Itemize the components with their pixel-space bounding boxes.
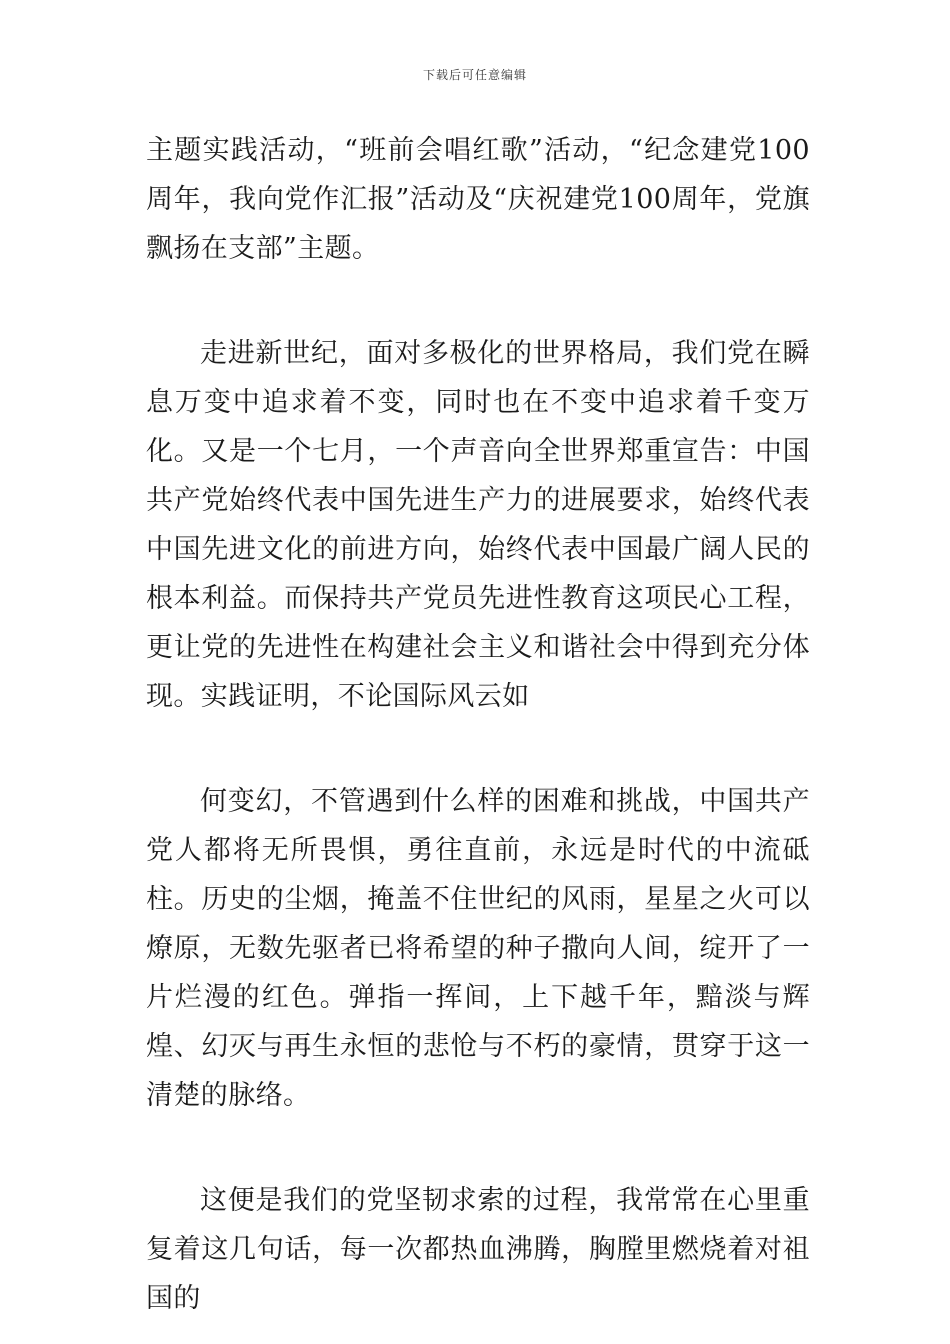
paragraph-gap [146, 273, 810, 329]
document-body [146, 126, 810, 1323]
paragraph-1: 主题实践活动，“班前会唱红歌”活动，“纪念建党100周年，我向党作汇报”活动及“庆祝建党100周年，党旗飘扬在支部”主题。 [146, 135, 810, 264]
paragraph-gap [146, 721, 810, 777]
paragraph-gap [146, 1120, 810, 1176]
paragraph-3: 何变幻，不管遇到什么样的困难和挑战，中国共产党人都将无所畏惧，勇往直前，永远是时代的中流砥柱。历史的尘烟，掩盖不住世纪的风雨，星星之火可以燎原，无数先驱者已将希望的种子撒向人间，绽开了一片烂漫的红色。弹指一挥间，上下越千年，黯淡与辉煌、幻灭与再生永恒的悲怆与不朽的豪情，贯穿于这一清楚的脉络。 [146, 786, 810, 1111]
page-header-note: 下载后可任意编辑 [422, 68, 527, 82]
paragraph-2: 走进新世纪，面对多极化的世界格局，我们党在瞬息万变中追求着不变，同时也在不变中追求着千变万化。又是一个七月，一个声音向全世界郑重宣告：中国共产党始终代表中国先进生产力的进展要求，始终代表中国先进文化的前进方向，始终代表中国最广阔人民的根本利益。而保持共产党员先进性教育这项民心工程，更让党的先进性在构建社会主义和谐社会中得到充分体现。实践证明，不论国际风云如 [146, 338, 810, 712]
paragraph-4: 这便是我们的党坚韧求索的过程，我常常在心里重复着这几句话，每一次都热血沸腾，胸膛里燃烧着对祖国的 [146, 1185, 810, 1314]
